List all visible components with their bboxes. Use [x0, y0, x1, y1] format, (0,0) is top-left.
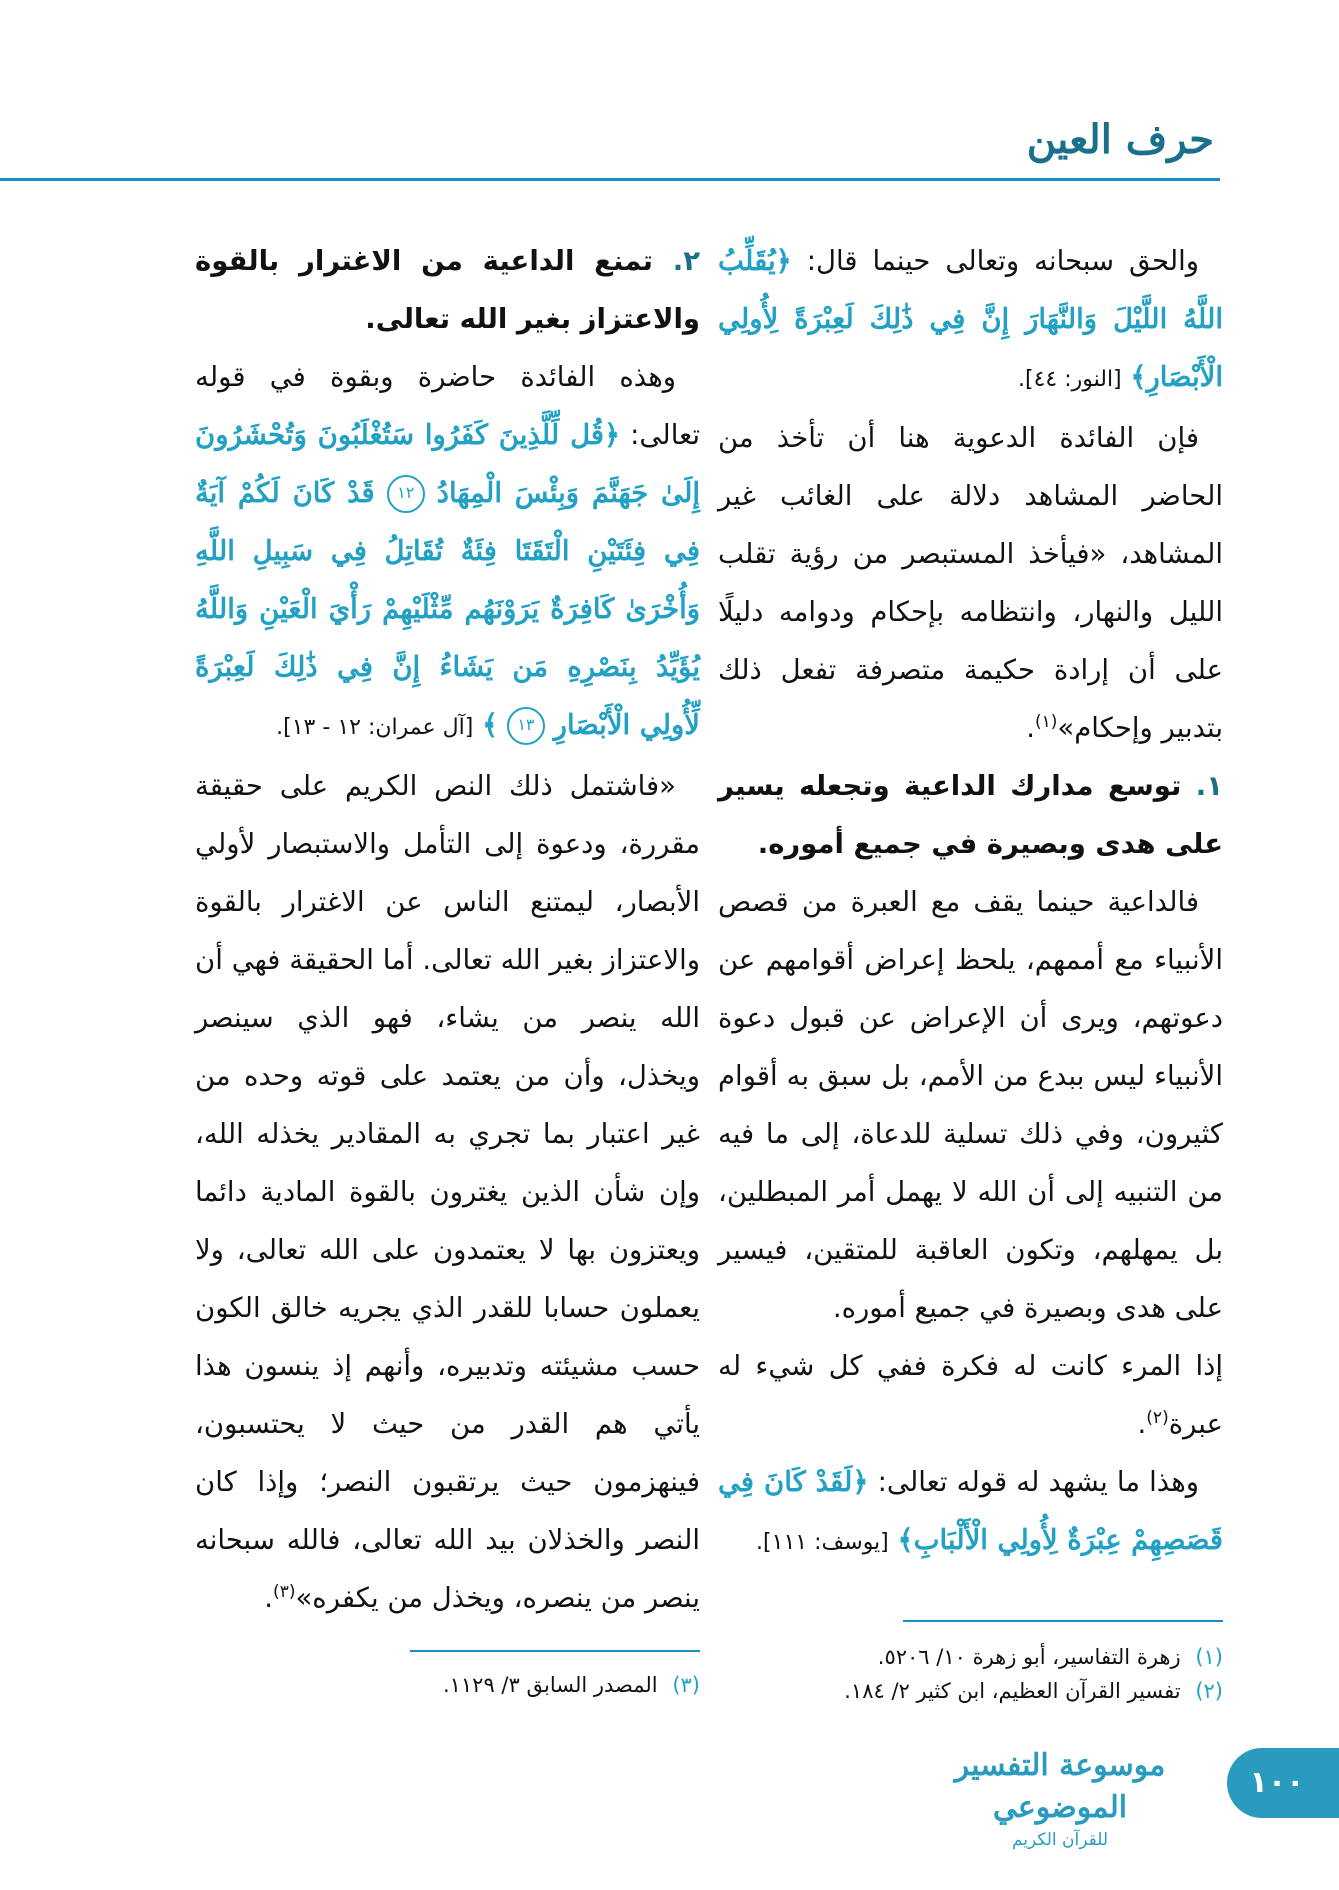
verse-reference: [النور: ٤٤].	[1017, 367, 1122, 392]
footnote	[718, 1674, 1223, 1708]
verse-reference: [يوسف: ١١١].	[756, 1530, 889, 1555]
footnote	[195, 1668, 700, 1702]
paragraph-text: والحق سبحانه وتعالى حينما قال:	[806, 245, 1199, 277]
paragraph-text: وهذا ما يشهد له قوله تعالى:	[877, 1466, 1199, 1498]
footnote-marker[interactable]: (٢)	[1146, 1407, 1169, 1428]
footnote-marker[interactable]: (٣)	[273, 1581, 296, 1602]
quran-verse: قَدْ كَانَ لَكُمْ آيَةٌ فِي فِئَتَيْنِ الْتَقَتَا فِئَةٌ تُقَاتِلُ فِي سَبِيلِ اللَّهِ وَأُخْرَىٰ كَافِرَةٌ يَرَوْنَهُم مِّثْلَيْهِمْ رَأْيَ الْعَيْنِ وَاللَّهُ يُؤَيِّدُ بِنَصْرِهِ مَن يَشَاءُ إِنَّ فِي ذَٰلِكَ لَعِبْرَةً لِّأُولِي الْأَبْصَارِ	[195, 477, 700, 741]
paragraph	[718, 873, 1223, 1337]
left-column	[195, 232, 700, 1627]
footnote-text: زهرة التفاسير، أبو زهرة ١٠/ ٥٢٠٦.	[877, 1645, 1181, 1669]
paragraph	[195, 757, 700, 1627]
footnote-number: (٢)	[1195, 1679, 1223, 1703]
header-divider	[0, 178, 1220, 181]
footnote-text: المصدر السابق ٣/ ١١٢٩.	[442, 1673, 658, 1697]
poetry-verse: إذا المرء كانت له فكرة ففي كل شيء له عبرة	[718, 1350, 1223, 1440]
footnote-divider	[903, 1620, 1223, 1622]
paragraph	[718, 1337, 1223, 1453]
paragraph-text: وهذه الفائدة حاضرة وبقوة في قوله تعالى:	[195, 361, 700, 451]
quran-verse: ﴿يُقَلِّبُ اللَّهُ اللَّيْلَ وَالنَّهَارَ إِنَّ فِي ذَٰلِكَ لَعِبْرَةً لِأُولِي الْأَبْصَارِ﴾	[718, 245, 1223, 393]
benefit-point-2	[195, 232, 700, 348]
logo-subtitle: للقرآن الكريم	[1011, 1830, 1109, 1850]
aya-number-badge: ١٢	[387, 475, 425, 513]
point-number: ١.	[1195, 770, 1224, 802]
paragraph	[718, 409, 1223, 757]
verse-reference: [آل عمران: ١٢ - ١٣].	[276, 715, 474, 740]
paragraph-text: فإن الفائدة الدعوية هنا أن تأخذ من الحاضر المشاهد دلالة على الغائب غير المشاهد، «فيأخذ المستبصر من رؤية تقلب الليل والنهار، وانتظامه بإحكام ودوامه دليلًا على أن إرادة حكيمة متصرفة تفعل ذلك بتدبير وإحكام»	[718, 422, 1223, 744]
footnote-number: (٣)	[672, 1673, 700, 1697]
quran-verse: ﴿قُل لِّلَّذِينَ كَفَرُوا سَتُغْلَبُونَ وَتُحْشَرُونَ إِلَىٰ جَهَنَّمَ وَبِئْسَ الْمِهَادُ	[195, 419, 700, 509]
footnotes-left	[195, 1668, 700, 1702]
paragraph	[195, 348, 700, 757]
paragraph	[718, 1453, 1223, 1572]
aya-number-badge: ١٣	[507, 707, 545, 745]
footnote-text: تفسير القرآن العظيم، ابن كثير ٢/ ١٨٤.	[844, 1679, 1181, 1703]
punctuation: .	[1137, 1408, 1147, 1440]
footnote-divider	[410, 1650, 700, 1652]
footnote-marker[interactable]: (١)	[1034, 711, 1058, 732]
punctuation: .	[264, 1582, 274, 1614]
encyclopedia-logo	[930, 1745, 1190, 1850]
benefit-point-1	[718, 757, 1223, 873]
paragraph-text: فالداعية حينما يقف مع العبرة من قصص الأنبياء مع أممهم، يلحظ إعراض أقوامهم عن دعوتهم، ويرى أن الإعراض عن قبول دعوة الأنبياء ليس ببدع من الأمم، بل سبق به أقوام كثيرون، وفي ذلك تسلية للدعاة، إلى ما فيه من التنبيه إلى أن الله لا يهمل أمر المبطلين، بل يمهلهم، وتكون العاقبة للمتقين، فيسير على هدى وبصيرة في جميع أموره.	[718, 886, 1223, 1324]
point-text: تمنع الداعية من الاغترار بالقوة والاعتزاز بغير الله تعالى.	[195, 245, 700, 335]
footnotes-right	[718, 1640, 1223, 1708]
logo-title: موسوعة التفسير الموضوعي	[954, 1748, 1166, 1825]
paragraph-text: «فاشتمل ذلك النص الكريم على حقيقة مقررة، ودعوة إلى التأمل والاستبصار لأولي الأبصار، ليمتنع الناس عن الاغترار بالقوة والاعتزاز بغير الله تعالى. أما الحقيقة فهي أن الله ينصر من يشاء، فهو الذي سينصر ويخذل، وأن من يعتمد على قوته وحده من غير اعتبار بما تجري به المقادير يخذله الله، وإن شأن الذين يغترون بالقوة المادية دائما ويعتزون بها لا يعتمدون على الله تعالى، ولا يعملون حسابا للقدر الذي يجريه خالق الكون حسب مشيئته وتدبيره، وأنهم إذ ينسون هذا يأتي هم القدر من حيث لا يحتسبون، فينهزمون حيث يرتقبون النصر؛ وإذا كان النصر والخذلان بيد الله تعالى، فالله سبحانه ينصر من ينصره، ويخذل من يكفره»	[195, 770, 700, 1614]
punctuation: .	[1026, 712, 1035, 744]
page-header-title: حرف العين	[1026, 116, 1214, 163]
paragraph	[718, 232, 1223, 409]
page-number: ١٠٠	[1249, 1765, 1305, 1800]
point-text: توسع مدارك الداعية وتجعله يسير على هدى وبصيرة في جميع أموره.	[718, 770, 1223, 860]
right-column	[718, 232, 1223, 1572]
point-number: ٢.	[672, 245, 701, 277]
quran-bracket: ﴾	[482, 709, 499, 741]
footnote-number: (١)	[1195, 1645, 1223, 1669]
quran-verse: ﴿لَقَدْ كَانَ فِي قَصَصِهِمْ عِبْرَةٌ لِأُولِي الْأَلْبَابِ﴾	[718, 1466, 1223, 1556]
footnote	[718, 1640, 1223, 1674]
